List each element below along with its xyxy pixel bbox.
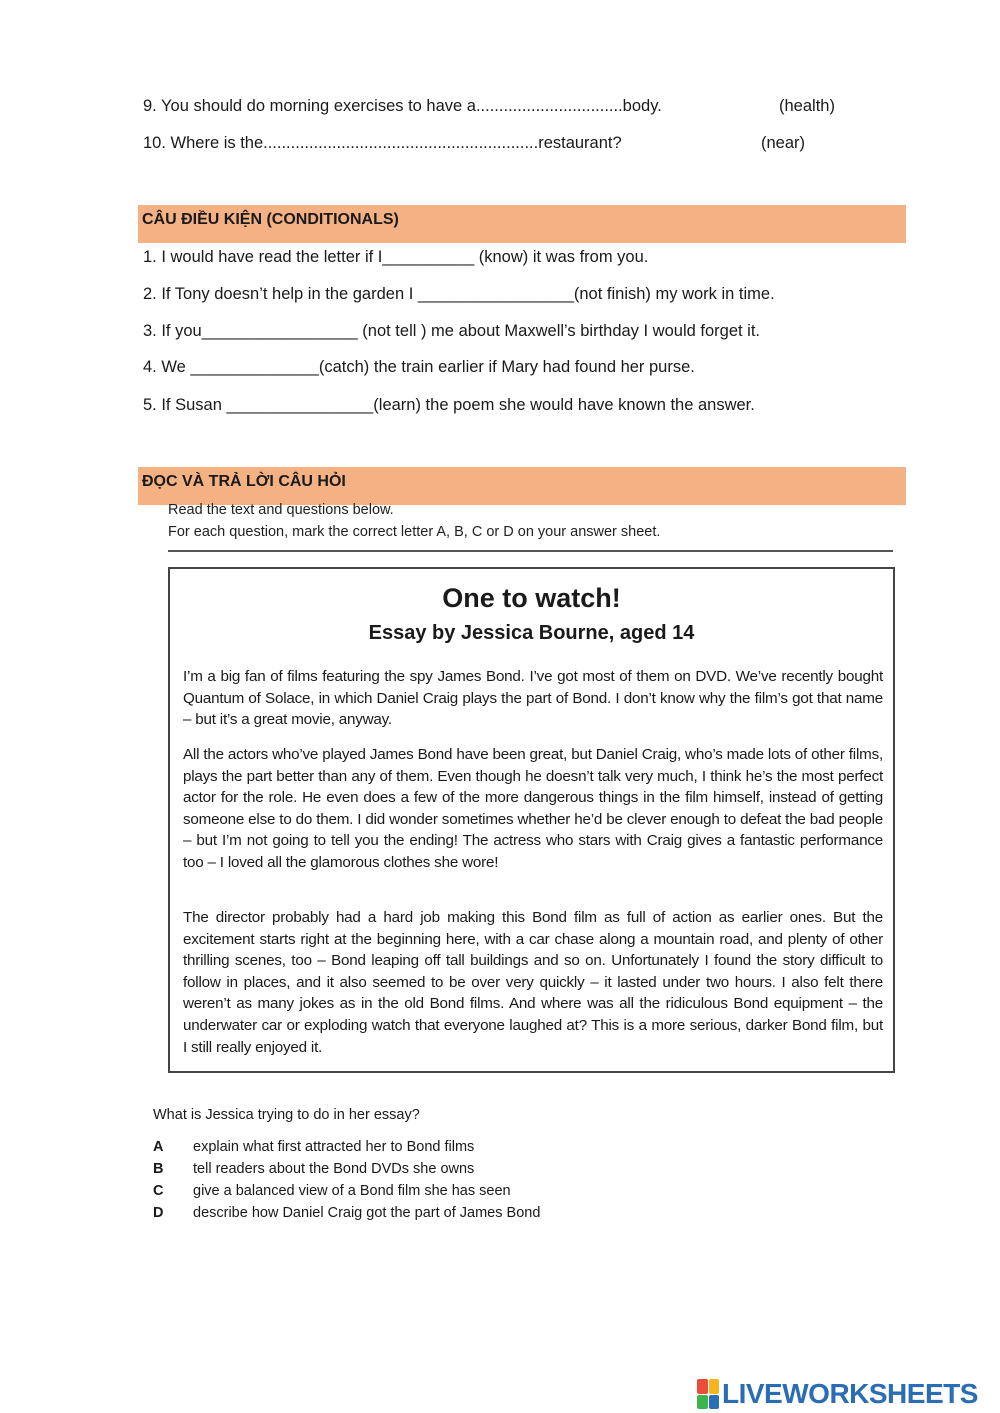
option-text: give a balanced view of a Bond film she has seen	[193, 1183, 511, 1199]
liveworksheets-logo	[697, 1376, 978, 1412]
option-c[interactable]	[153, 1183, 511, 1199]
divider	[168, 550, 893, 552]
reading-heading: ĐỌC VÀ TRẢ LỜI CÂU HỎI	[138, 467, 906, 505]
conditional-item-3: 3. If you_________________ (not tell ) me about Maxwell’s birthday I would forget it.	[143, 322, 760, 340]
exercise-hint-10: (near)	[761, 134, 806, 152]
reading-instruction-2: For each question, mark the correct letter A, B, C or D on your answer sheet.	[168, 524, 661, 540]
reading-question: What is Jessica trying to do in her essay?	[153, 1107, 420, 1123]
option-letter: C	[153, 1183, 164, 1199]
conditional-item-5: 5. If Susan ________________(learn) the poem she would have known the answer.	[143, 396, 755, 414]
option-text: explain what first attracted her to Bond films	[193, 1139, 475, 1155]
essay-paragraph-3: The director probably had a hard job making this Bond film as full of action as earlier ones. But the excitement starts right at the beginning here, with a car chase along a mountain road, and plenty of other thrilling scenes, too – Bond leaping off tall buildings and so on. Unfortunately I found the story difficult to follow in places, and it also seemed to be over very quickly – it lasted under two hours. I also felt there weren’t as many jokes as in the old Bond films. And where was all the ridiculous Bond equipment – the underwater car or exploding watch that everyone laughed at? This is a more serious, darker Bond film, but I still really enjoyed it.	[183, 909, 883, 1056]
essay-subtitle: Essay by Jessica Bourne, aged 14	[368, 622, 695, 644]
option-a[interactable]	[153, 1139, 474, 1155]
logo-mark-icon	[697, 1379, 719, 1409]
option-b[interactable]	[153, 1161, 474, 1177]
exercise-line-9: 9. You should do morning exercises to have a................................body.	[143, 97, 662, 115]
option-letter: B	[153, 1161, 164, 1177]
conditional-item-1: 1. I would have read the letter if I__________ (know) it was from you.	[143, 248, 649, 266]
option-d[interactable]	[153, 1205, 540, 1221]
exercise-line-10: 10. Where is the............................................................restaurant?	[143, 134, 622, 152]
reading-instruction-1: Read the text and questions below.	[168, 502, 394, 518]
conditional-item-4: 4. We ______________(catch) the train earlier if Mary had found her purse.	[143, 358, 695, 376]
essay-title: One to watch!	[442, 583, 621, 613]
option-text: tell readers about the Bond DVDs she owns	[193, 1161, 475, 1177]
exercise-hint-9: (health)	[779, 97, 835, 115]
option-text: describe how Daniel Craig got the part of James Bond	[193, 1205, 541, 1221]
essay-paragraph-1: I’m a big fan of films featuring the spy James Bond. I’ve got most of them on DVD. We’ve recently bought Quantum of Solace, in which Daniel Craig plays the part of Bond. I don’t know why the film’s got that name – but it’s a great movie, anyway.	[183, 668, 883, 729]
essay-box	[168, 567, 895, 1073]
conditional-item-2: 2. If Tony doesn’t help in the garden I _________________(not finish) my work in time.	[143, 285, 775, 303]
conditionals-heading: CÂU ĐIỀU KIỆN (CONDITIONALS)	[138, 205, 906, 243]
essay-paragraph-2: All the actors who’ve played James Bond have been great, but Daniel Craig, who’s made lots of other films, plays the part better than any of them. Even though he doesn’t talk very much, I think he’s the most perfect actor for the role. He even does a few of the more dangerous things in the film himself, instead of getting someone else to do them. I did wonder sometimes whether he’d be clever enough to defeat the bad people – but I’m not going to tell you the ending! The actress who stars with Craig gives a fantastic performance too – I loved all the glamorous clothes she wore!	[183, 746, 883, 871]
option-letter: D	[153, 1205, 164, 1221]
logo-text: LIVEWORKSHEETS	[722, 1378, 978, 1409]
option-letter: A	[153, 1139, 164, 1155]
